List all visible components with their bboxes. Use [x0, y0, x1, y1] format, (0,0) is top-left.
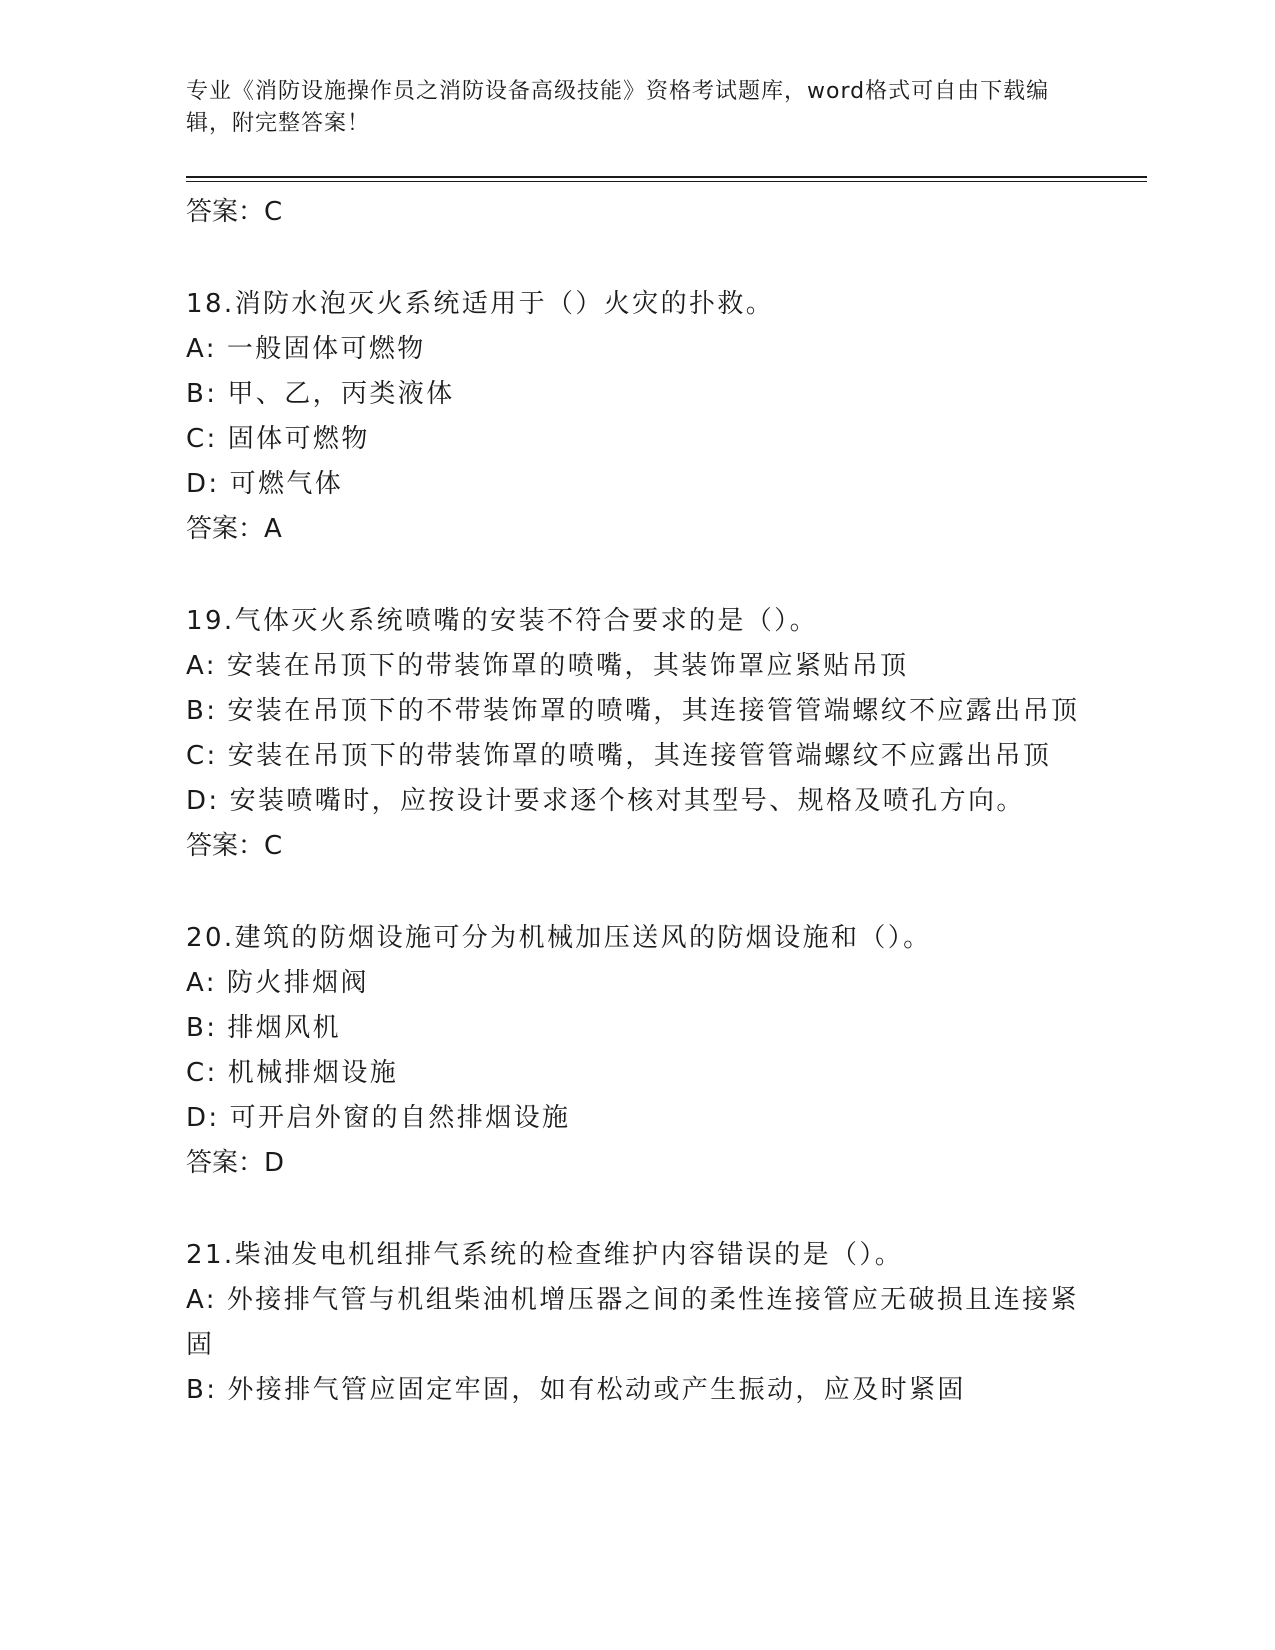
- answer-value: A: [264, 514, 282, 544]
- header-divider: [186, 176, 1147, 178]
- answer-option: [186, 1051, 1086, 1096]
- answer-option: [186, 1278, 1086, 1368]
- option-key: D:: [186, 469, 220, 499]
- question-text: 柴油发电机组排气系统的检查维护内容错误的是（）。: [234, 1240, 904, 1270]
- option-key: B:: [186, 1013, 218, 1043]
- question-stem: [186, 282, 1086, 327]
- page-header: 专业《消防设施操作员之消防设备高级技能》资格考试题库，word格式可自由下载编辑，附完整答案！: [186, 79, 1050, 136]
- answer-label: 答案：: [186, 1148, 265, 1178]
- option-text: 可燃气体: [229, 469, 344, 499]
- option-key: B:: [186, 379, 218, 409]
- option-text: 固体可燃物: [227, 424, 370, 454]
- option-text: 安装在吊顶下的带装饰罩的喷嘴，其装饰罩应紧贴吊顶: [226, 651, 909, 681]
- answer-option: [186, 1368, 1086, 1413]
- option-key: A:: [186, 1285, 217, 1315]
- answer-option: [186, 779, 1086, 824]
- option-text: 安装在吊顶下的不带装饰罩的喷嘴，其连接管管端螺纹不应露出吊顶: [227, 696, 1080, 726]
- spacer: [186, 234, 1086, 282]
- option-text: 甲、乙，丙类液体: [227, 379, 455, 409]
- option-text: 机械排烟设施: [227, 1058, 399, 1088]
- spacer: [186, 868, 1086, 916]
- answer-label: 答案：: [186, 197, 265, 227]
- answer-line: [186, 1141, 1086, 1185]
- option-text: 安装喷嘴时，应按设计要求逐个核对其型号、规格及喷孔方向。: [229, 786, 1025, 816]
- answer-option: [186, 1006, 1086, 1051]
- answer-option: [186, 961, 1086, 1006]
- question-stem: [186, 916, 1086, 961]
- option-key: C:: [186, 741, 218, 771]
- question-stem: [186, 599, 1086, 644]
- answer-label: 答案：: [186, 831, 265, 861]
- option-text: 外接排气管与机组柴油机增压器之间的柔性连接管应无破损且连接紧固: [186, 1285, 1079, 1360]
- option-key: A:: [186, 651, 217, 681]
- option-text: 防火排烟阀: [226, 968, 369, 998]
- option-text: 排烟风机: [227, 1013, 342, 1043]
- option-key: D:: [186, 1103, 220, 1133]
- option-text: 可开启外窗的自然排烟设施: [229, 1103, 571, 1133]
- spacer: [186, 1185, 1086, 1233]
- answer-label: 答案：: [186, 514, 265, 544]
- question-list: [186, 190, 1086, 1413]
- question-stem: [186, 1233, 1086, 1278]
- question-text: 消防水泡灭火系统适用于（）火灾的扑救。: [234, 289, 775, 319]
- answer-value: D: [264, 1148, 285, 1178]
- option-key: D:: [186, 786, 220, 816]
- previous-answer: [186, 190, 1086, 234]
- header-divider-thin: [186, 181, 1147, 182]
- question-number: 18.: [186, 289, 235, 319]
- question-text: 气体灭火系统喷嘴的安装不符合要求的是（）。: [234, 606, 818, 636]
- spacer: [186, 551, 1086, 599]
- answer-option: [186, 644, 1086, 689]
- option-text: 安装在吊顶下的带装饰罩的喷嘴，其连接管管端螺纹不应露出吊顶: [227, 741, 1052, 771]
- answer-option: [186, 372, 1086, 417]
- question-text: 建筑的防烟设施可分为机械加压送风的防烟设施和（）。: [234, 923, 932, 953]
- option-text: 一般固体可燃物: [226, 334, 426, 364]
- answer-option: [186, 689, 1086, 734]
- answer-line: [186, 507, 1086, 551]
- answer-value: C: [264, 831, 283, 861]
- option-key: A:: [186, 334, 217, 364]
- answer-line: [186, 824, 1086, 868]
- question-number: 20.: [186, 923, 235, 953]
- answer-option: [186, 734, 1086, 779]
- answer-value: C: [264, 197, 283, 227]
- answer-option: [186, 327, 1086, 372]
- option-key: B:: [186, 1375, 218, 1405]
- answer-option: [186, 417, 1086, 462]
- option-key: B:: [186, 696, 218, 726]
- question-number: 19.: [186, 606, 235, 636]
- answer-option: [186, 462, 1086, 507]
- option-key: A:: [186, 968, 217, 998]
- option-key: C:: [186, 424, 218, 454]
- answer-option: [186, 1096, 1086, 1141]
- question-number: 21.: [186, 1240, 235, 1270]
- option-key: C:: [186, 1058, 218, 1088]
- option-text: 外接排气管应固定牢固，如有松动或产生振动，应及时紧固: [227, 1375, 966, 1405]
